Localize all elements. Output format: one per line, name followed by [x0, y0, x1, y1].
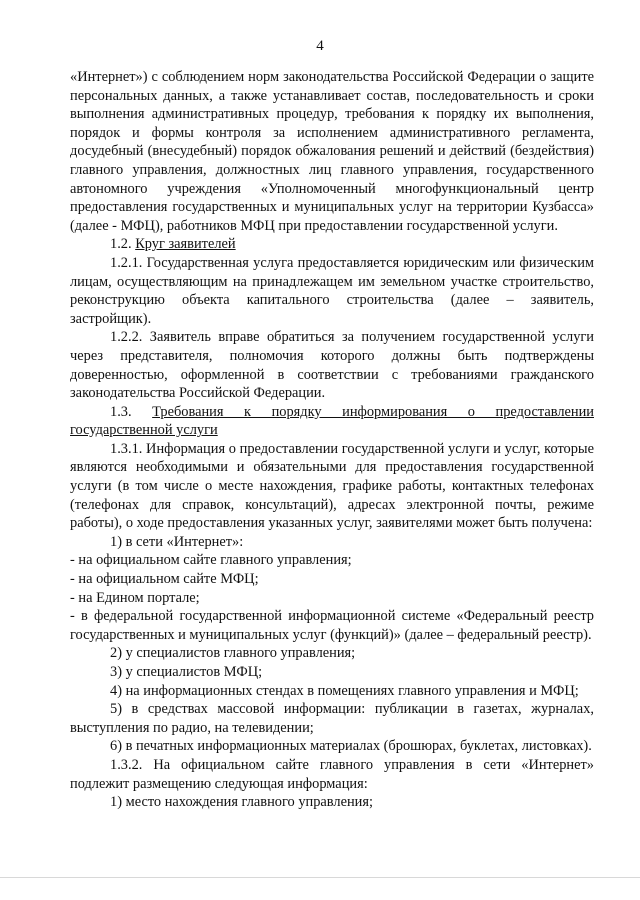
list-item: - на Едином портале; — [70, 589, 200, 606]
list-item: - в федеральной государственной информационной системе «Федеральный реестр государственных и муниципальных услуг (функций)» (далее – федеральный реестр). — [70, 608, 594, 643]
section-heading-1-2 — [70, 235, 594, 254]
section-heading-1-3 — [70, 403, 594, 440]
section-number: 1.3. — [110, 403, 153, 420]
section-title: Круг заявителей — [135, 236, 236, 253]
paragraph-1-3-1: 1.3.1. Информация о предоставлении государственной услуги и услуг, которые являются необходимыми и обязательными для предоставления государственной услуги (в том числе о месте нахождения, графике работы, контактных телефонах (телефонах для справок, консультаций), адресах электронной почты, режиме работы), о ходе предоставления указанных услуг, заявителями может быть получена: — [70, 440, 594, 532]
list-item: 3) у специалистов МФЦ; — [110, 664, 263, 680]
page-number: 4 — [316, 38, 324, 54]
section-title: Требования к порядку информирования о предоставлении государственной услуги — [70, 403, 594, 439]
list-item: 4) на информационных стендах в помещениях главного управления и МФЦ; — [110, 682, 579, 699]
list-item: 6) в печатных информационных материалах (брошюрах, буклетах, листовках). — [110, 738, 592, 755]
paragraph-1-2-1: 1.2.1. Государственная услуга предоставляется юридическим или физическим лицам, осуществляющим на принадлежащем им земельном участке строительство, реконструкцию объекта капитального строительства (далее – заявитель, застройщик). — [70, 254, 594, 327]
list-item: 5) в средствах массовой информации: публикации в газетах, журналах, выступления по радио, на телевидении; — [70, 701, 594, 736]
paragraph-1-2-2: 1.2.2. Заявитель вправе обратиться за получением государственной услуги через представителя, полномочия которого должны быть подтверждены доверенностью, оформленной в соответствии с требованиями гражданского законодательства Российской Федерации. — [70, 329, 594, 402]
list-item: 1) место нахождения главного управления; — [110, 794, 374, 811]
list-item: - на официальном сайте МФЦ; — [70, 571, 259, 588]
paragraph-intro-continued: «Интернет») с соблюдением норм законодательства Российской Федерации о защите персональных данных, а также устанавливает состав, последовательность и сроки выполнения административных процедур, требования к порядку их выполнения, порядок и формы контроля за исполнением административного регламента, досудебный (внесудебный) порядок обжалования решений и действий (бездействия) главного управления, должностных лиц главного управления, государственного автономного учреждения «Уполномоченный многофункциональный центр предоставления государственных и муниципальных услуг на территории Кузбасса» (далее - МФЦ), работников МФЦ при предоставлении государственной услуги. — [70, 69, 594, 234]
list-item: 2) у специалистов главного управления; — [110, 645, 356, 662]
scan-edge-divider — [0, 877, 640, 878]
paragraph-1-3-2: 1.3.2. На официальном сайте главного управления в сети «Интернет» подлежит размещению следующая информация: — [70, 756, 594, 792]
section-number: 1.2. — [110, 236, 136, 253]
document-body — [70, 68, 594, 812]
list-item: 1) в сети «Интернет»: — [110, 533, 244, 550]
list-item: - на официальном сайте главного управления; — [70, 552, 352, 569]
